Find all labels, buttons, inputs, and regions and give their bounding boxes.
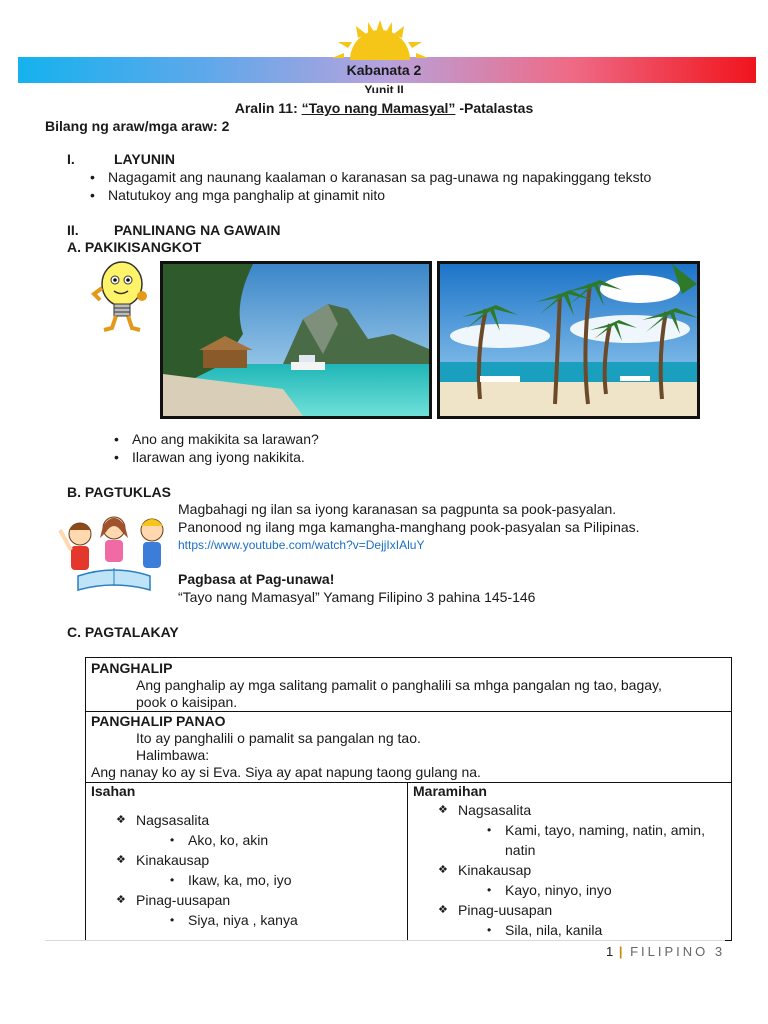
question-item: • Ilarawan ang iyong nakikita.	[108, 448, 508, 466]
lesson-suffix: -Patalastas	[455, 100, 534, 116]
isahan-group-kinakausap: ❖ Kinakausap	[116, 850, 407, 870]
reading-title: Pagbasa at Pag-unawa!	[178, 571, 335, 587]
isahan-group-pinag-uusapan: ❖ Pinag-uusapan	[116, 890, 407, 910]
panghalip-row	[86, 658, 731, 712]
question-item: • Ano ang makikita sa larawan?	[108, 430, 508, 448]
philippine-sun-icon	[330, 18, 430, 60]
isahan-group-nagsasalita: ❖ Nagsasalita	[116, 810, 407, 830]
part-b-label: B. PAGTUKLAS	[67, 484, 171, 500]
isahan-words-nagsasalita: • Ako, ko, akin	[166, 830, 407, 850]
lesson-name: “Tayo nang Mamasyal”	[301, 100, 456, 116]
tropical-lagoon-photo	[160, 261, 432, 419]
part-b-line-1: Magbahagi ng ilan sa iyong karanasan sa pagpunta sa pook-pasyalan.	[178, 501, 617, 517]
lightbulb-mascot-icon	[90, 258, 152, 334]
maramihan-title: Maramihan	[413, 783, 487, 799]
panghalip-panao-row	[86, 712, 731, 783]
objectives-list	[84, 168, 744, 204]
chapter-title: Kabanata 2	[346, 62, 422, 78]
objective-item: • Nagagamit ang naunang kaalaman o karanasan sa pag-unawa ng napakinggang teksto	[84, 168, 744, 186]
youtube-link[interactable]: https://www.youtube.com/watch?v=DejjIxIAluY	[178, 538, 425, 552]
maramihan-words-kinakausap: • Kayo, ninyo, inyo	[483, 880, 731, 900]
section2-number: II.	[67, 222, 79, 238]
footer-subject: FILIPINO 3	[630, 944, 726, 959]
footer-separator: |	[613, 944, 631, 959]
maramihan-words-pinag-uusapan: • Sila, nila, kanila	[483, 920, 731, 940]
page-number: 1	[606, 944, 614, 959]
section1-number: I.	[67, 151, 75, 167]
isahan-column	[86, 783, 408, 940]
panao-example: Ang nanay ko ay si Eva. Siya ay apat napung taong gulang na.	[91, 764, 481, 780]
unit-title: Yunit II	[364, 84, 404, 93]
panghalip-title: PANGHALIP	[91, 660, 173, 676]
part-c-label: C. PAGTALAKAY	[67, 624, 179, 640]
lagoon-image	[163, 264, 429, 416]
palm-beach-photo	[437, 261, 700, 419]
children-reading-icon	[58, 510, 172, 594]
part-a-label: A. PAKIKISANGKOT	[67, 239, 202, 255]
lesson-prefix: Aralin 11:	[234, 100, 302, 116]
picture-questions-list	[108, 430, 508, 466]
panghalip-definition-1: Ang panghalip ay mga salitang pamalit o panghalili sa mhga pangalan ng tao, bagay,	[136, 677, 662, 693]
maramihan-group-kinakausap: ❖ Kinakausap	[438, 860, 731, 880]
isahan-title: Isahan	[91, 783, 136, 799]
maramihan-column	[408, 783, 731, 940]
maramihan-group-pinag-uusapan: ❖ Pinag-uusapan	[438, 900, 731, 920]
maramihan-words-nagsasalita-1: Kami, tayo, naming, natin, amin,	[505, 822, 705, 838]
maramihan-group-nagsasalita: ❖ Nagsasalita	[438, 800, 731, 820]
reading-reference: “Tayo nang Mamasyal” Yamang Filipino 3 pahina 145-146	[178, 589, 536, 605]
isahan-words-pinag-uusapan: • Siya, niya , kanya	[166, 910, 407, 930]
maramihan-words-nagsasalita-2: natin	[505, 842, 536, 858]
objective-item: • Natutukoy ang mga panghalip at ginamit nito	[84, 186, 744, 204]
footer-divider	[45, 940, 725, 941]
panghalip-definition-2: pook o kaisipan.	[136, 694, 238, 710]
panghalip-table	[85, 657, 732, 941]
panao-definition: Ito ay panghalili o pamalit sa pangalan ng tao.	[136, 730, 421, 746]
part-b-line-2: Panonood ng ilang mga kamangha-manghang pook-pasyalan sa Pilipinas.	[178, 519, 640, 535]
beach-image	[440, 264, 697, 416]
lesson-title	[0, 100, 768, 116]
section2-title: PANLINANG NA GAWAIN	[114, 222, 281, 238]
maramihan-words-nagsasalita	[483, 820, 731, 860]
page-footer	[606, 944, 725, 959]
section1-title: LAYUNIN	[114, 151, 175, 167]
isahan-words-kinakausap: • Ikaw, ka, mo, iyo	[166, 870, 407, 890]
panao-example-label: Halimbawa:	[136, 747, 210, 763]
panao-title: PANGHALIP PANAO	[91, 713, 226, 729]
days-count: Bilang ng araw/mga araw: 2	[45, 118, 230, 134]
